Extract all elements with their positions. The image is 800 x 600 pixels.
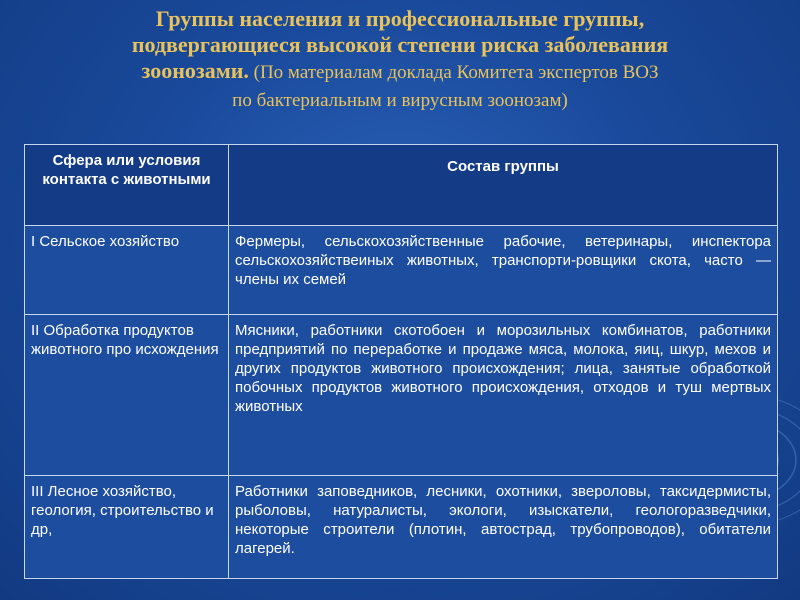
header-composition: Состав группы bbox=[229, 145, 778, 226]
cell-composition: Мясники, работники скотобоен и морозильных комбинатов, работники предприятий по переработке и продаже мяса, молока, яиц, шкур, мехов и других продуктов животного происхождения; лица, занятые обработкой побочных продуктов животного происхождения, отходов и туш мертвых животных bbox=[229, 315, 778, 476]
slide-title bbox=[20, 6, 780, 114]
table-row bbox=[25, 476, 778, 579]
title-line-1: Группы населения и профессиональные группы, bbox=[155, 6, 645, 31]
title-line-4: по бактериальным и вирусным зоонозам) bbox=[232, 90, 568, 111]
title-line-2: подвергающиеся высокой степени риска заболевания bbox=[131, 32, 669, 57]
cell-sphere: III Лесное хозяйство, геология, строительство и др, bbox=[25, 476, 229, 579]
table-header-row bbox=[25, 145, 778, 226]
title-line-3-normal: (По материалам доклада Комитета экспертов ВОЗ bbox=[248, 62, 659, 83]
cell-composition: Фермеры, сельскохозяйственные рабочие, ветеринары, инспектора сельскохозяйствеиных животных, транспорти-ровщики скота, часто — члены их семей bbox=[229, 226, 778, 315]
risk-groups-table bbox=[24, 144, 778, 579]
cell-sphere: I Сельское хозяйство bbox=[25, 226, 229, 315]
table-row bbox=[25, 226, 778, 315]
header-sphere: Сфера или условия контакта с животными bbox=[25, 145, 229, 226]
table-row bbox=[25, 315, 778, 476]
title-line-3-bold: зоонозами. bbox=[141, 58, 249, 83]
cell-sphere: II Обработка продуктов животного про исхождения bbox=[25, 315, 229, 476]
cell-composition: Работники заповедников, лесники, охотники, звероловы, таксидермисты, рыболовы, натуралисты, экологи, изыскатели, геологоразведчики, некоторые строители (плотин, автострад, трубопроводов), обитатели лагерей. bbox=[229, 476, 778, 579]
